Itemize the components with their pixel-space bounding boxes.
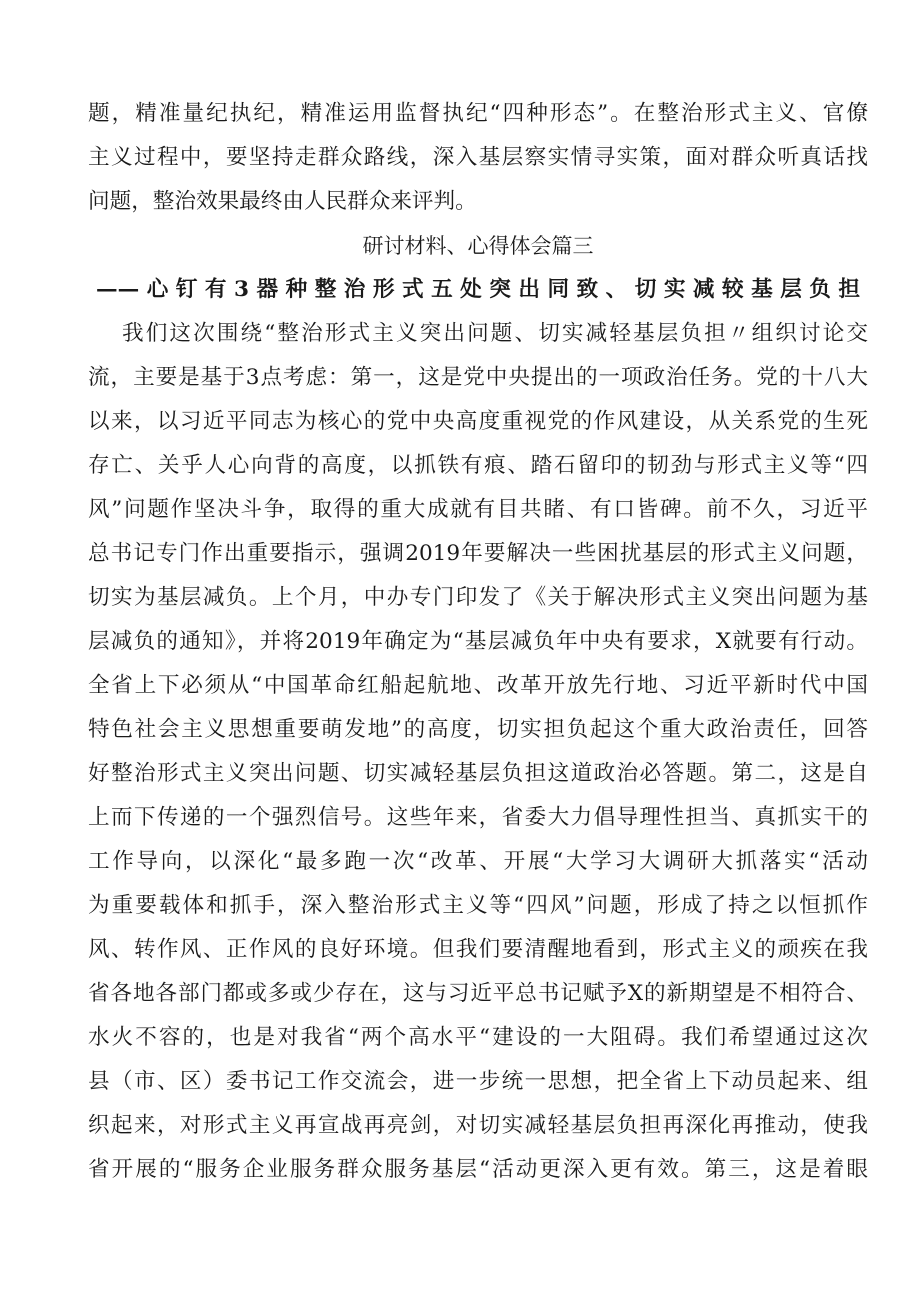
paragraph-line: 以来，以习近平同志为核心的党中央高度重视党的作风建设，从关系党的生死 (88, 409, 868, 434)
paragraph-line: 风、转作风、正作风的良好环境。但我们要清醒地看到，形式主义的顽疾在我 (88, 937, 868, 962)
paragraph-line: 存亡、关乎人心向背的高度，以抓铁有痕、踏石留印的韧劲与形式主义等“四 (88, 453, 868, 478)
paragraph-line: 题，精准量纪执纪，精准运用监督执纪“四种形态”。在整治形式主义、官僚 (88, 101, 868, 126)
paragraph-line: 为重要载体和抓手，深入整治形式主义等“四风”问题，形成了持之以恒抓作 (88, 893, 868, 918)
paragraph-line: 上而下传递的一个强烈信号。这些年来，省委大力倡导理性担当、真抓实干的 (88, 805, 868, 830)
paragraph-line: 省开展的“服务企业服务群众服务基层“活动更深入更有效。第三，这是着眼 (88, 1157, 868, 1182)
paragraph-line: 切实为基层减负。上个月，中办专门印发了《关于解决形式主义突出问题为基 (88, 585, 868, 610)
paragraph-line: 全省上下必须从“中国革命红船起航地、改革开放先行地、习近平新时代中国 (88, 673, 868, 698)
paragraph-line: 县（市、区）委书记工作交流会，进一步统一思想，把全省上下动员起来、组 (88, 1069, 868, 1094)
document-body (88, 92, 868, 1192)
paragraph-line: 省各地各部门都或多或少存在，这与习近平总书记赋予X的新期望是不相符合、 (88, 981, 868, 1006)
paragraph-line: 主义过程中，要坚持走群众路线，深入基层察实情寻实策，面对群众听真话找 (88, 145, 868, 170)
paragraph-line: 水火不容的，也是对我省“两个高水平“建设的一大阻碍。我们希望通过这次 (88, 1025, 868, 1050)
paragraph-line: 好整治形式主义突出问题、切实减轻基层负担这道政治必答题。第二，这是自 (88, 761, 868, 786)
paragraph-line: 问题，整治效果最终由人民群众来评判。 (88, 189, 477, 214)
paragraph-line: 总书记专门作出重要指示，强调2019年要解决一些困扰基层的形式主义问题， (88, 541, 868, 566)
paragraph-line: 特色社会主义思想重要萌发地”的高度，切实担负起这个重大政治责任，回答 (88, 717, 868, 742)
section-title: 研讨材料、心得体会篇三 (362, 234, 594, 258)
section-subtitle: ——心钉有3器种整治形式五处突出同致、切实减较基层负担 (96, 277, 860, 302)
paragraph-line: 层减负的通知》，并将2019年确定为“基层减负年中央有要求，X就要有行动。 (88, 629, 868, 654)
paragraph-line: 风”问题作坚决斗争，取得的重大成就有目共睹、有口皆碑。前不久，习近平 (88, 497, 868, 522)
paragraph-line: 织起来，对形式主义再宣战再亮剑，对切实减轻基层负担再深化再推动，使我 (88, 1113, 868, 1138)
paragraph-line: 我们这次围绕“整治形式主义突出问题、切实减轻基层负担〃组织讨论交 (122, 321, 868, 346)
paragraph-line: 流，主要是基于3点考虑：第一，这是党中央提出的一项政治任务。党的十八大 (88, 365, 868, 390)
paragraph-line: 工作导向，以深化“最多跑一次“改革、开展“大学习大调研大抓落实“活动 (88, 849, 868, 874)
